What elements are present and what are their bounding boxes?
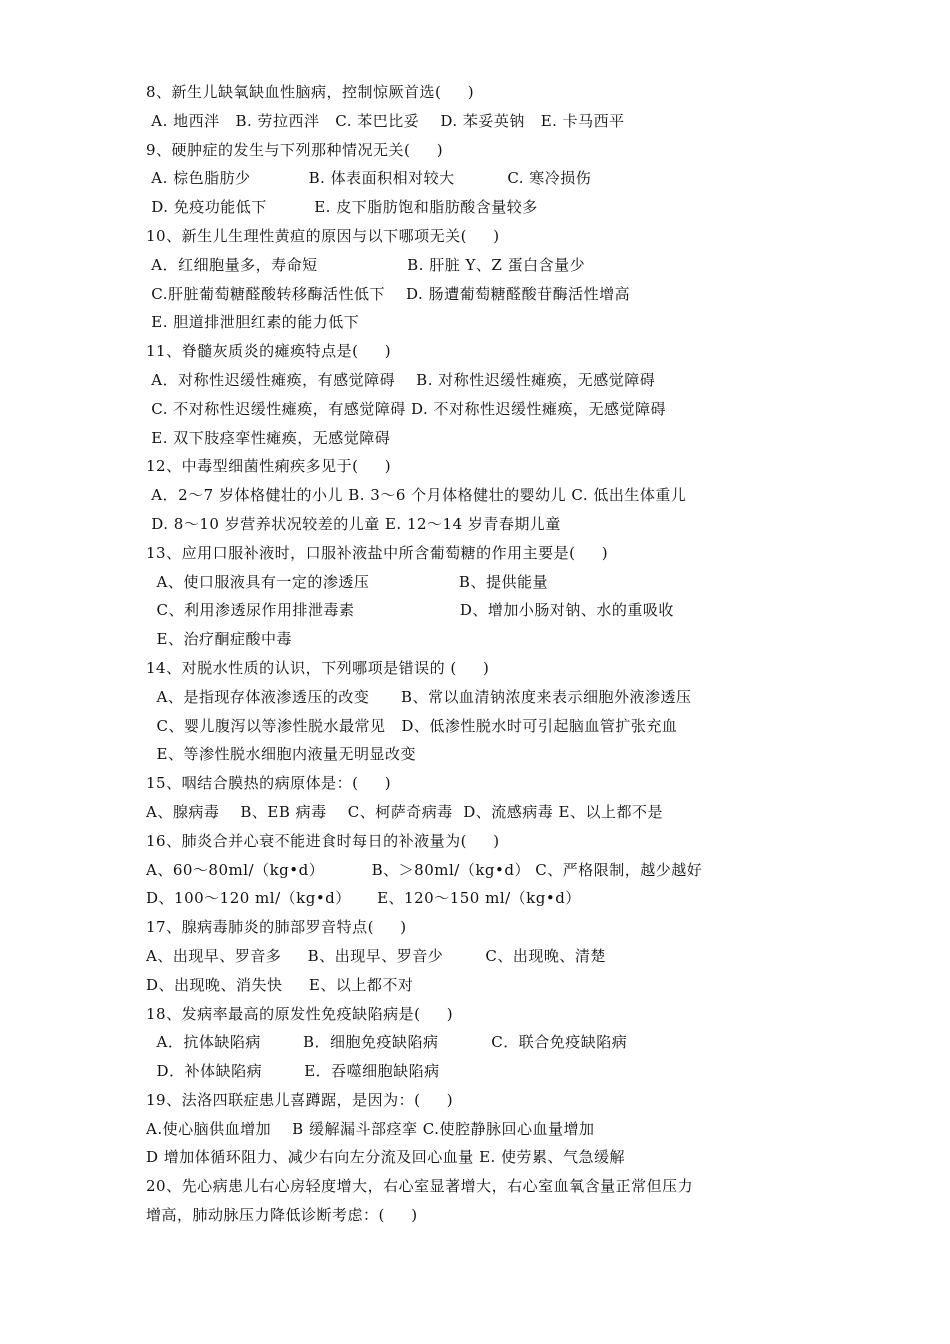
options-line: C、利用渗透尿作用排泄毒素 D、增加小肠对钠、水的重吸收 xyxy=(146,601,674,620)
exam-page xyxy=(146,78,846,1230)
options-line: A、使口服液具有一定的渗透压 B、提供能量 xyxy=(146,572,548,591)
options-line: E、治疗酮症酸中毒 xyxy=(146,630,292,649)
question-line: 增高，肺动脉压力降低诊断考虑：( ) xyxy=(146,1206,418,1225)
question-line: 20、先心病患儿右心房轻度增大，右心室显著增大，右心室血氧含量正常但压力 xyxy=(146,1177,694,1196)
options-line: A．对称性迟缓性瘫痪，有感觉障碍 B. 对称性迟缓性瘫痪，无感觉障碍 xyxy=(146,370,656,389)
options-line: E、等渗性脱水细胞内液量无明显改变 xyxy=(146,745,416,764)
options-line: C. 不对称性迟缓性瘫痪，有感觉障碍 D. 不对称性迟缓性瘫痪，无感觉障碍 xyxy=(146,399,667,418)
options-line: D．补体缺陷病 E．吞噬细胞缺陷病 xyxy=(146,1062,440,1081)
options-line: A．2～7 岁体格健壮的小儿 B. 3～6 个月体格健壮的婴幼儿 C. 低出生体重儿 xyxy=(146,486,687,505)
options-line: D、100～120 ml/（kg•d） E、120～150 ml/（kg•d） xyxy=(146,889,581,908)
options-line: A.使心脑供血增加 B 缓解漏斗部痉挛 C.使腔静脉回心血量增加 xyxy=(146,1119,595,1138)
options-line: D. 8～10 岁营养状况较差的儿童 E. 12～14 岁青春期儿童 xyxy=(146,514,561,533)
options-line: D 增加体循环阻力、减少右向左分流及回心血量 E. 使劳累、气急缓解 xyxy=(146,1148,626,1167)
question-line: 10、新生儿生理性黄疸的原因与以下哪项无关( ) xyxy=(146,226,500,245)
question-line: 12、中毒型细菌性痢疾多见于( ) xyxy=(146,457,392,476)
options-line: A．抗体缺陷病 B．细胞免疫缺陷病 C．联合免疫缺陷病 xyxy=(146,1033,628,1052)
options-line: E. 胆道排泄胆红素的能力低下 xyxy=(146,313,360,332)
question-line: 16、肺炎合并心衰不能进食时每日的补液量为( ) xyxy=(146,831,500,850)
question-line: 14、对脱水性质的认识，下列哪项是错误的 ( ) xyxy=(146,658,490,677)
question-line: 9、硬肿症的发生与下列那种情况无关( ) xyxy=(146,140,444,159)
question-line: 13、应用口服补液时，口服补液盐中所含葡萄糖的作用主要是( ) xyxy=(146,543,609,562)
options-line: A. 棕色脂肪少 B. 体表面积相对较大 C. 寒冷损伤 xyxy=(146,169,592,188)
options-line: D. 免疫功能低下 E. 皮下脂肪饱和脂肪酸含量较多 xyxy=(146,198,538,217)
options-line: A、是指现存体液渗透压的改变 B、常以血清钠浓度来表示细胞外液渗透压 xyxy=(146,687,692,706)
question-line: 17、腺病毒肺炎的肺部罗音特点( ) xyxy=(146,918,407,937)
options-line: A、60～80ml/（kg•d） B、＞80ml/（kg•d） C、严格限制，越少越好 xyxy=(146,860,703,879)
question-line: 15、咽结合膜热的病原体是：( ) xyxy=(146,774,392,793)
options-line: A. 地西泮 B. 劳拉西泮 C. 苯巴比妥 D. 苯妥英钠 E. 卡马西平 xyxy=(146,111,625,130)
options-line: E. 双下肢痉挛性瘫痪，无感觉障碍 xyxy=(146,428,391,447)
options-line: A．红细胞量多，寿命短 B. 肝脏 Y、Z 蛋白含量少 xyxy=(146,255,586,274)
question-line: 11、脊髓灰质炎的瘫痪特点是( ) xyxy=(146,342,392,361)
options-line: A、出现早、罗音多 B、出现早、罗音少 C、出现晚、清楚 xyxy=(146,946,606,965)
options-line: C.肝脏葡萄糖醛酸转移酶活性低下 D. 肠遭葡萄糖醛酸苷酶活性增高 xyxy=(146,284,631,303)
options-line: D、出现晚、消失快 E、以上都不对 xyxy=(146,975,414,994)
question-line: 19、法洛四联症患儿喜蹲踞，是因为：( ) xyxy=(146,1090,454,1109)
question-line: 18、发病率最高的原发性免疫缺陷病是( ) xyxy=(146,1004,454,1023)
question-line: 8、新生儿缺氧缺血性脑病，控制惊厥首选( ) xyxy=(146,83,475,101)
options-line: A、腺病毒 B、EB 病毒 C、柯萨奇病毒 D、流感病毒 E、以上都不是 xyxy=(146,802,664,821)
options-line: C、婴儿腹泻以等渗性脱水最常见 D、低渗性脱水时可引起脑血管扩张充血 xyxy=(146,716,678,735)
